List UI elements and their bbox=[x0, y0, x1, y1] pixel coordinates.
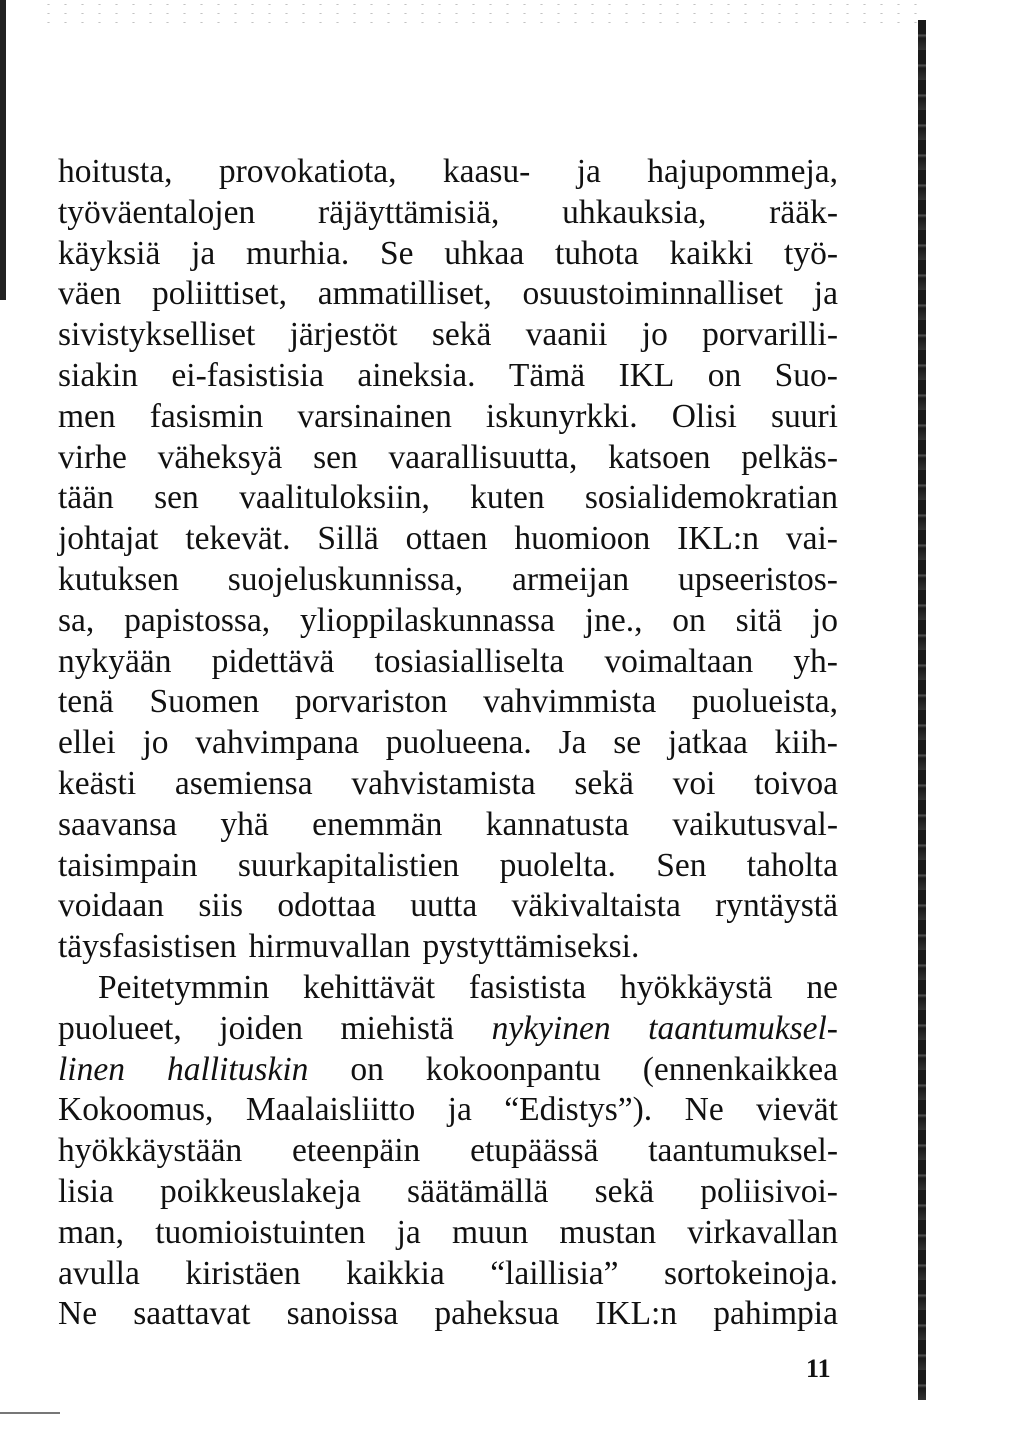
word: kehittävät bbox=[303, 968, 436, 1006]
word: kutuksen bbox=[58, 560, 179, 598]
word: sen bbox=[313, 438, 358, 476]
word: asemiensa bbox=[174, 764, 313, 802]
word: ellei bbox=[58, 724, 116, 762]
text-line bbox=[58, 601, 838, 642]
text-line bbox=[58, 805, 838, 846]
word: suuri bbox=[770, 397, 838, 435]
word: Maalaisliitto bbox=[245, 1091, 416, 1129]
word: uhkauksia, bbox=[562, 193, 707, 231]
word: pelkäs- bbox=[741, 438, 838, 476]
word: saattavat bbox=[133, 1295, 251, 1333]
word: säätämällä bbox=[407, 1172, 549, 1210]
word: taisimpain bbox=[58, 846, 198, 884]
text-line bbox=[58, 1294, 838, 1335]
word: pystyttämiseksi. bbox=[422, 928, 640, 966]
word: ja bbox=[576, 153, 601, 190]
word: tosiasialliselta bbox=[374, 642, 565, 680]
word: Tämä bbox=[508, 356, 586, 394]
word: on bbox=[672, 601, 706, 639]
word: käyksiä bbox=[58, 234, 161, 272]
word: siis bbox=[198, 887, 244, 925]
word: jatkaa bbox=[667, 724, 748, 762]
word: tuomioistuinten bbox=[155, 1213, 366, 1251]
word: varsinainen bbox=[297, 397, 452, 435]
word: hyökkäystään bbox=[58, 1132, 243, 1170]
page-number: 11 bbox=[806, 1354, 831, 1383]
word: puolueena. bbox=[385, 724, 532, 762]
word: puolueista, bbox=[691, 683, 838, 721]
word: vaarallisuutta, bbox=[388, 438, 578, 476]
word: men bbox=[58, 397, 116, 435]
word: enemmän bbox=[312, 805, 443, 843]
word: etupäässä bbox=[470, 1132, 599, 1170]
word: poliittiset, bbox=[152, 275, 287, 313]
word: se bbox=[613, 724, 642, 762]
text-line bbox=[58, 1172, 838, 1213]
word: uhkaa bbox=[444, 234, 525, 272]
word: kaikkia bbox=[346, 1254, 445, 1292]
text-line bbox=[58, 1213, 838, 1254]
word: sen bbox=[154, 479, 199, 517]
word: hallituskin bbox=[166, 1050, 309, 1088]
word: ammatilliset, bbox=[317, 275, 492, 313]
word: Ne bbox=[684, 1091, 724, 1129]
word: sortokeinoja. bbox=[664, 1254, 838, 1292]
text-line bbox=[58, 315, 838, 356]
text-line bbox=[58, 1090, 838, 1131]
word: kiih- bbox=[774, 724, 838, 762]
word: kokoonpantu bbox=[425, 1050, 601, 1088]
word: virhe bbox=[58, 438, 127, 476]
text-line bbox=[58, 274, 838, 315]
word: provokatiota, bbox=[218, 153, 397, 190]
word: fasistista bbox=[468, 968, 587, 1006]
text-line bbox=[58, 1131, 838, 1172]
word: miehistä bbox=[340, 1009, 455, 1047]
word: ei-fasistisia bbox=[171, 356, 324, 394]
word: saavansa bbox=[58, 805, 178, 843]
word: kaikki bbox=[669, 234, 754, 272]
word: puolelta. bbox=[499, 846, 616, 884]
word: väheksyä bbox=[157, 438, 283, 476]
word: tekevät. bbox=[185, 520, 291, 558]
word: jo bbox=[641, 316, 668, 354]
text-line bbox=[58, 193, 838, 234]
text-line bbox=[58, 478, 838, 519]
word: jne., bbox=[584, 601, 643, 639]
word: Olisi bbox=[671, 397, 737, 435]
word: Se bbox=[380, 234, 414, 272]
word: Ja bbox=[558, 724, 587, 762]
word: Kokoomus, bbox=[58, 1091, 214, 1129]
word: Suomen bbox=[149, 683, 260, 721]
word: pidettävä bbox=[211, 642, 335, 680]
word: hajupommeja, bbox=[647, 153, 838, 190]
word: sekä bbox=[574, 764, 634, 802]
word: johtajat bbox=[58, 520, 159, 558]
word: “laillisia” bbox=[490, 1254, 619, 1292]
word: “Edistys”). bbox=[504, 1091, 653, 1129]
word: avulla bbox=[58, 1254, 140, 1292]
body-text bbox=[58, 152, 838, 1335]
word: ja bbox=[447, 1091, 472, 1129]
word: virkavallan bbox=[687, 1213, 838, 1251]
text-line bbox=[58, 846, 838, 887]
word: rääk- bbox=[769, 193, 838, 231]
word: IKL bbox=[618, 356, 675, 394]
word: puolueet, bbox=[58, 1009, 182, 1047]
word: voimaltaan bbox=[604, 642, 754, 680]
word: tään bbox=[58, 479, 114, 517]
word: poliisivoi- bbox=[700, 1172, 838, 1210]
text-line bbox=[58, 1009, 838, 1050]
word: hyökkäystä bbox=[619, 968, 773, 1006]
word: ne bbox=[806, 968, 838, 1006]
word: kiristäen bbox=[185, 1254, 301, 1292]
word: ja bbox=[396, 1213, 421, 1251]
word: sitä bbox=[735, 601, 783, 639]
word: mustan bbox=[559, 1213, 657, 1251]
word: hirmuvallan bbox=[248, 928, 411, 966]
text-line bbox=[58, 234, 838, 275]
word: armeijan bbox=[511, 560, 630, 598]
word: muun bbox=[451, 1213, 529, 1251]
text-line bbox=[58, 152, 838, 193]
word: papistossa, bbox=[124, 601, 271, 639]
word: porvarilli- bbox=[702, 316, 838, 354]
text-line bbox=[58, 682, 838, 723]
word: Sen bbox=[656, 846, 707, 884]
word: nykyinen bbox=[491, 1009, 611, 1047]
word: sekä bbox=[594, 1172, 655, 1210]
word: järjestöt bbox=[289, 316, 398, 354]
word: tenä bbox=[58, 683, 114, 721]
text-line bbox=[58, 519, 838, 560]
word: työ- bbox=[784, 234, 838, 272]
word: vievät bbox=[756, 1091, 838, 1129]
word: ja bbox=[191, 234, 216, 272]
word: Ne bbox=[58, 1295, 98, 1333]
word: keästi bbox=[58, 764, 137, 802]
word: työväentalojen bbox=[58, 193, 256, 231]
word: vahvistamista bbox=[351, 764, 536, 802]
word: yhä bbox=[220, 805, 269, 843]
word: upseeristos- bbox=[677, 560, 838, 598]
word: ylioppilaskunnassa bbox=[300, 601, 555, 639]
word: jo bbox=[811, 601, 838, 639]
word: sivistykselliset bbox=[58, 316, 256, 354]
word: Suo- bbox=[774, 356, 838, 394]
word: jo bbox=[142, 724, 169, 762]
word: on bbox=[707, 356, 742, 394]
word: yh- bbox=[793, 642, 838, 680]
word: ryntäystä bbox=[715, 887, 838, 925]
scan-left-edge bbox=[0, 0, 6, 300]
word: lisia bbox=[58, 1172, 114, 1210]
word: räjäyttämisiä, bbox=[318, 193, 500, 231]
text-line bbox=[58, 1254, 838, 1295]
word: (ennenkaikkea bbox=[642, 1050, 838, 1088]
scan-right-edge bbox=[918, 20, 926, 1400]
word: vahvimpana bbox=[195, 724, 359, 762]
word: joiden bbox=[219, 1009, 303, 1047]
word: voi bbox=[672, 764, 716, 802]
word: siakin bbox=[58, 356, 139, 394]
word: täysfasistisen bbox=[58, 928, 237, 966]
word: vai- bbox=[785, 520, 838, 558]
word: vaanii bbox=[525, 316, 608, 354]
word: on bbox=[350, 1050, 384, 1088]
word: nykyään bbox=[58, 642, 172, 680]
word: poikkeuslakeja bbox=[159, 1172, 361, 1210]
text-line bbox=[58, 356, 838, 397]
word: vahvimmista bbox=[483, 683, 657, 721]
word: kuten bbox=[470, 479, 545, 517]
word: osuustoiminnalliset bbox=[522, 275, 784, 313]
text-line bbox=[58, 438, 838, 479]
word: kannatusta bbox=[485, 805, 630, 843]
word: taholta bbox=[746, 846, 838, 884]
word: sanoissa bbox=[286, 1295, 399, 1333]
word: tuhota bbox=[555, 234, 639, 272]
word: paheksua bbox=[434, 1295, 560, 1333]
word: katsoen bbox=[608, 438, 711, 476]
word: IKL:n bbox=[595, 1295, 678, 1333]
word: suojeluskunnissa, bbox=[227, 560, 464, 598]
word: hoitusta, bbox=[58, 153, 173, 190]
word: porvariston bbox=[294, 683, 448, 721]
word: iskunyrkki. bbox=[485, 397, 638, 435]
word: linen bbox=[58, 1050, 125, 1088]
word: sa, bbox=[58, 601, 95, 639]
word: suurkapitalistien bbox=[237, 846, 460, 884]
text-line bbox=[58, 723, 838, 764]
text-line bbox=[58, 886, 838, 927]
word: Peitetymmin bbox=[98, 968, 270, 1006]
word: IKL:n bbox=[677, 520, 759, 558]
word: eteenpäin bbox=[291, 1132, 421, 1170]
text-line bbox=[58, 397, 838, 438]
word: odottaa bbox=[277, 887, 376, 925]
word: sekä bbox=[431, 316, 492, 354]
word: sosialidemokratian bbox=[584, 479, 838, 517]
word: väen bbox=[58, 275, 122, 313]
word: aineksia. bbox=[357, 356, 476, 394]
scan-top-specks bbox=[40, 0, 920, 24]
word: vaikutusval- bbox=[672, 805, 838, 843]
word: uutta bbox=[410, 887, 478, 925]
word: vaalituloksiin, bbox=[239, 479, 430, 517]
word: toivoa bbox=[754, 764, 838, 802]
word: man, bbox=[58, 1213, 125, 1251]
text-line bbox=[58, 642, 838, 683]
word: taantumuksel- bbox=[648, 1009, 838, 1047]
text-line bbox=[58, 968, 838, 1009]
word: ja bbox=[813, 275, 838, 313]
word: väkivaltaista bbox=[511, 887, 681, 925]
word: ottaen bbox=[405, 520, 488, 558]
word: voidaan bbox=[58, 887, 165, 925]
word: fasismin bbox=[149, 397, 264, 435]
text-line bbox=[58, 560, 838, 601]
text-line bbox=[58, 927, 838, 968]
word: huomioon bbox=[514, 520, 651, 558]
text-line bbox=[58, 1050, 838, 1091]
word: pahimpia bbox=[713, 1295, 838, 1333]
word: kaasu- bbox=[442, 153, 531, 190]
word: murhia. bbox=[246, 234, 350, 272]
word: taantumuksel- bbox=[648, 1132, 838, 1170]
word: Sillä bbox=[317, 520, 379, 558]
scan-bottom-rule bbox=[0, 1412, 60, 1414]
text-line bbox=[58, 764, 838, 805]
